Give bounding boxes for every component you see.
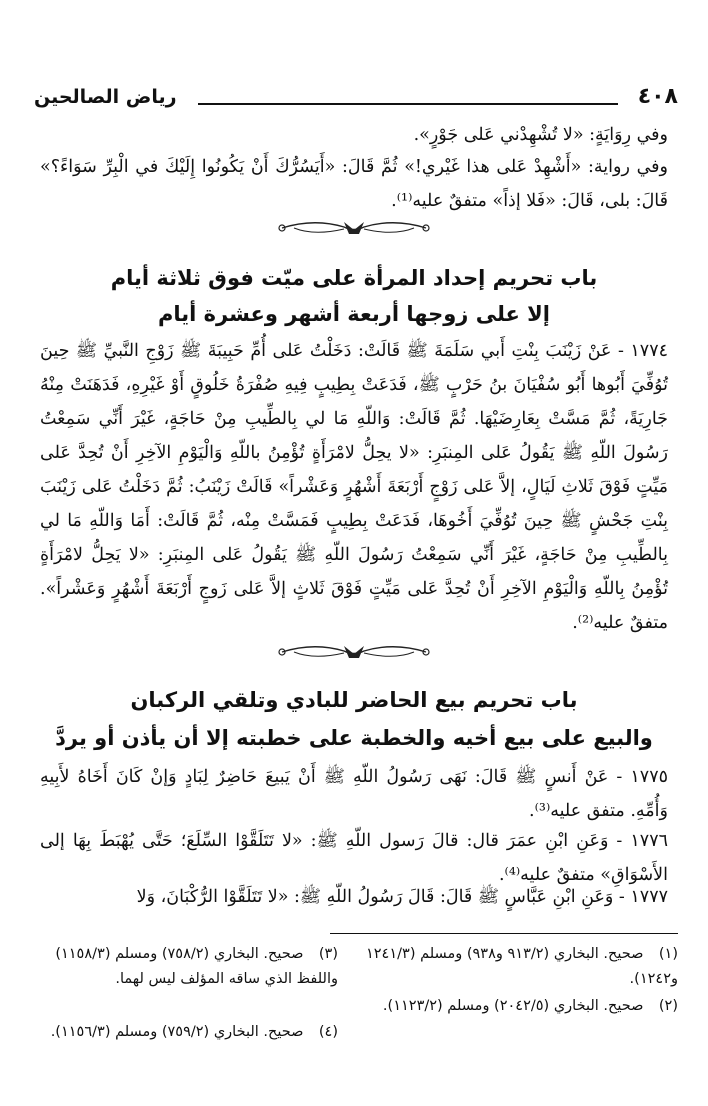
footnote-rule — [330, 933, 678, 934]
footnote-text: صحيح. البخاري (٢٠٤٢/٥) ومسلم (١١٢٣/٢). — [382, 998, 644, 1014]
footnote-number: (٣) — [318, 946, 338, 962]
book-title: رياض الصالحين — [34, 86, 177, 108]
footnote-text: صحيح. البخاري (٧٥٩/٢) ومسلم (١١٥٦/٣). — [50, 1024, 304, 1040]
chapter-title: إلا على زوجها أربعة أشهر وعشرة أيام — [157, 302, 551, 326]
footnote — [358, 942, 678, 992]
chapter-title: باب تحريم إحداد المرأة على ميّت فوق ثلاثة أيام — [110, 266, 598, 290]
intro-line-2: وفي رواية: «أَشْهِدْ عَلى هذا غَيْري!» ثُمَّ قَالَ: «أَيَسُرُّكَ أَنْ يَكُونُوا إِلَيْكَ في الْبِرِّ سَوَاءً؟» قَالَ: بلى، قَالَ: «فَلا إذاً» متفقٌ عليه⁽¹⁾. — [40, 157, 668, 211]
hadith-1776: ١٧٧٦ - وَعَنِ ابْنِ عمَرَ قال: قالَ رَسول اللّهِ ﷺ: «لا تَتَلَقَّوْا السِّلَعَ؛ حَتَّى يُهْبَطَ بِهَا إلى الأَسْوَاقِ» متفقٌ عليه⁽⁴⁾. — [40, 831, 668, 885]
footnote-number: (٢) — [658, 998, 678, 1014]
hadith-1774: ١٧٧٤ - عَنْ زَيْنَبَ بِنْتِ أَبي سَلَمَةَ ﷺ قَالَتْ: دَخَلْتُ عَلى أُمِّ حَبِيبَةَ ﷺ زَوْجِ النَّبيِّ ﷺ حِينَ تُوُفِّيَ أَبُوها أَبُو سُفْيَانَ بنُ حَرْبٍ ﷺ، فَدَعَتْ بِطِيبٍ فِيهِ صُفْرَةُ خَلُوقٍ أَوْ غَيْرِهِ، فَدَهَنَتْ مِنْهُ جَارِيَةً، ثُمَّ مَسَّتْ بِعَارِضَيْهَا. ثُمَّ قَالَتْ: وَاللّهِ مَا لي بِالطِّيبِ مِنْ حَاجَةٍ، غَيْرَ أَنِّي سَمِعْتُ رَسُولَ اللّهِ ﷺ يَقُولُ عَلى المِنبَرِ: «لا يحِلُّ لامْرَأَةٍ تُؤْمِنُ باللّهِ وَالْيَوْمِ الآخِرِ أَنْ تُحِدَّ عَلى مَيِّتٍ فَوْقَ ثَلاثِ لَيَالٍ، إلاَّ عَلى زَوْجٍ أَرْبَعَةَ أَشْهُرٍ وَعَشْراً» قَالَتْ زَيْنَبُ: ثُمَّ دَخَلْتُ عَلى زَيْنَبَ بِنْتِ جَحْشٍ ﷺ حِينَ تُوُفِّيَ أَخُوهَا، فَدَعَتْ بِطِيبٍ فَمَسَّتْ مِنْه، ثُمَّ قَالَتْ: أَمَا وَاللّهِ مَا لي بِالطِّيبِ مِنْ حَاجَةٍ، غَيْرَ أَنِّي سَمِعْتُ رَسُولَ اللّهِ ﷺ يَقُولُ عَلى المِنبَرِ: «لا يَحِلُّ لامْرَأَةٍ تُؤْمِنُ بِاللّهِ وَالْيَوْمِ الآخِرِ أَنْ تُحِدَّ عَلى مَيِّتٍ فَوْقَ ثَلاثٍ إلاَّ عَلى زَوجٍ أَرْبَعَةَ أَشْهُرٍ وَعَشْراً». متفقٌ عليه⁽²⁾. — [40, 341, 668, 633]
hadith-1777: ١٧٧٧ - وَعَنِ ابْنِ عَبَّاسٍ ﷺ قَالَ: قَالَ رَسُولُ اللّهِ ﷺ: «لا تَتَلَقَّوْا الرُّكْبَانَ، وَلا — [136, 887, 668, 907]
footnote — [358, 994, 678, 1019]
footnote-number: (١) — [658, 946, 678, 962]
footnote — [38, 1020, 338, 1045]
footnote-text: صحيح. البخاري (٩١٣/٢ و٩٣٨) ومسلم (١٢٤١/٣ و١٢٤٢). — [365, 946, 678, 987]
intro-line-1: وفي رِوَايَةٍ: «لا تُشْهِدْني عَلى جَوْرٍ». — [413, 125, 668, 145]
page-header — [28, 84, 678, 114]
page-number: ٤٠٨ — [637, 84, 678, 109]
section-ornament — [274, 212, 434, 242]
footnote-number: (٤) — [318, 1024, 338, 1040]
chapter-title: والبيع على بيع أخيه والخطبة على خطبته إلا أن يأذن أو يردَّ — [55, 726, 653, 750]
section-ornament — [274, 636, 434, 666]
footnote — [38, 942, 338, 992]
header-rule — [198, 103, 618, 105]
chapter-title: باب تحريم بيع الحاضر للبادي وتلقي الركبان — [130, 688, 578, 712]
footnote-text: صحيح. البخاري (٧٥٨/٢) ومسلم (١١٥٨/٣) واللفظ الذي ساقه المؤلف ليس لهما. — [55, 946, 338, 987]
hadith-1775: ١٧٧٥ - عَنْ أَنسٍ ﷺ قَالَ: نَهَى رَسُولُ اللّهِ ﷺ أَنْ يَبيعَ حَاضِرٌ لِبَادٍ وَإنْ كَانَ أَخَاهُ لأَبِيهِ وَأُمِّهِ. متفق عليه⁽³⁾. — [40, 767, 668, 821]
